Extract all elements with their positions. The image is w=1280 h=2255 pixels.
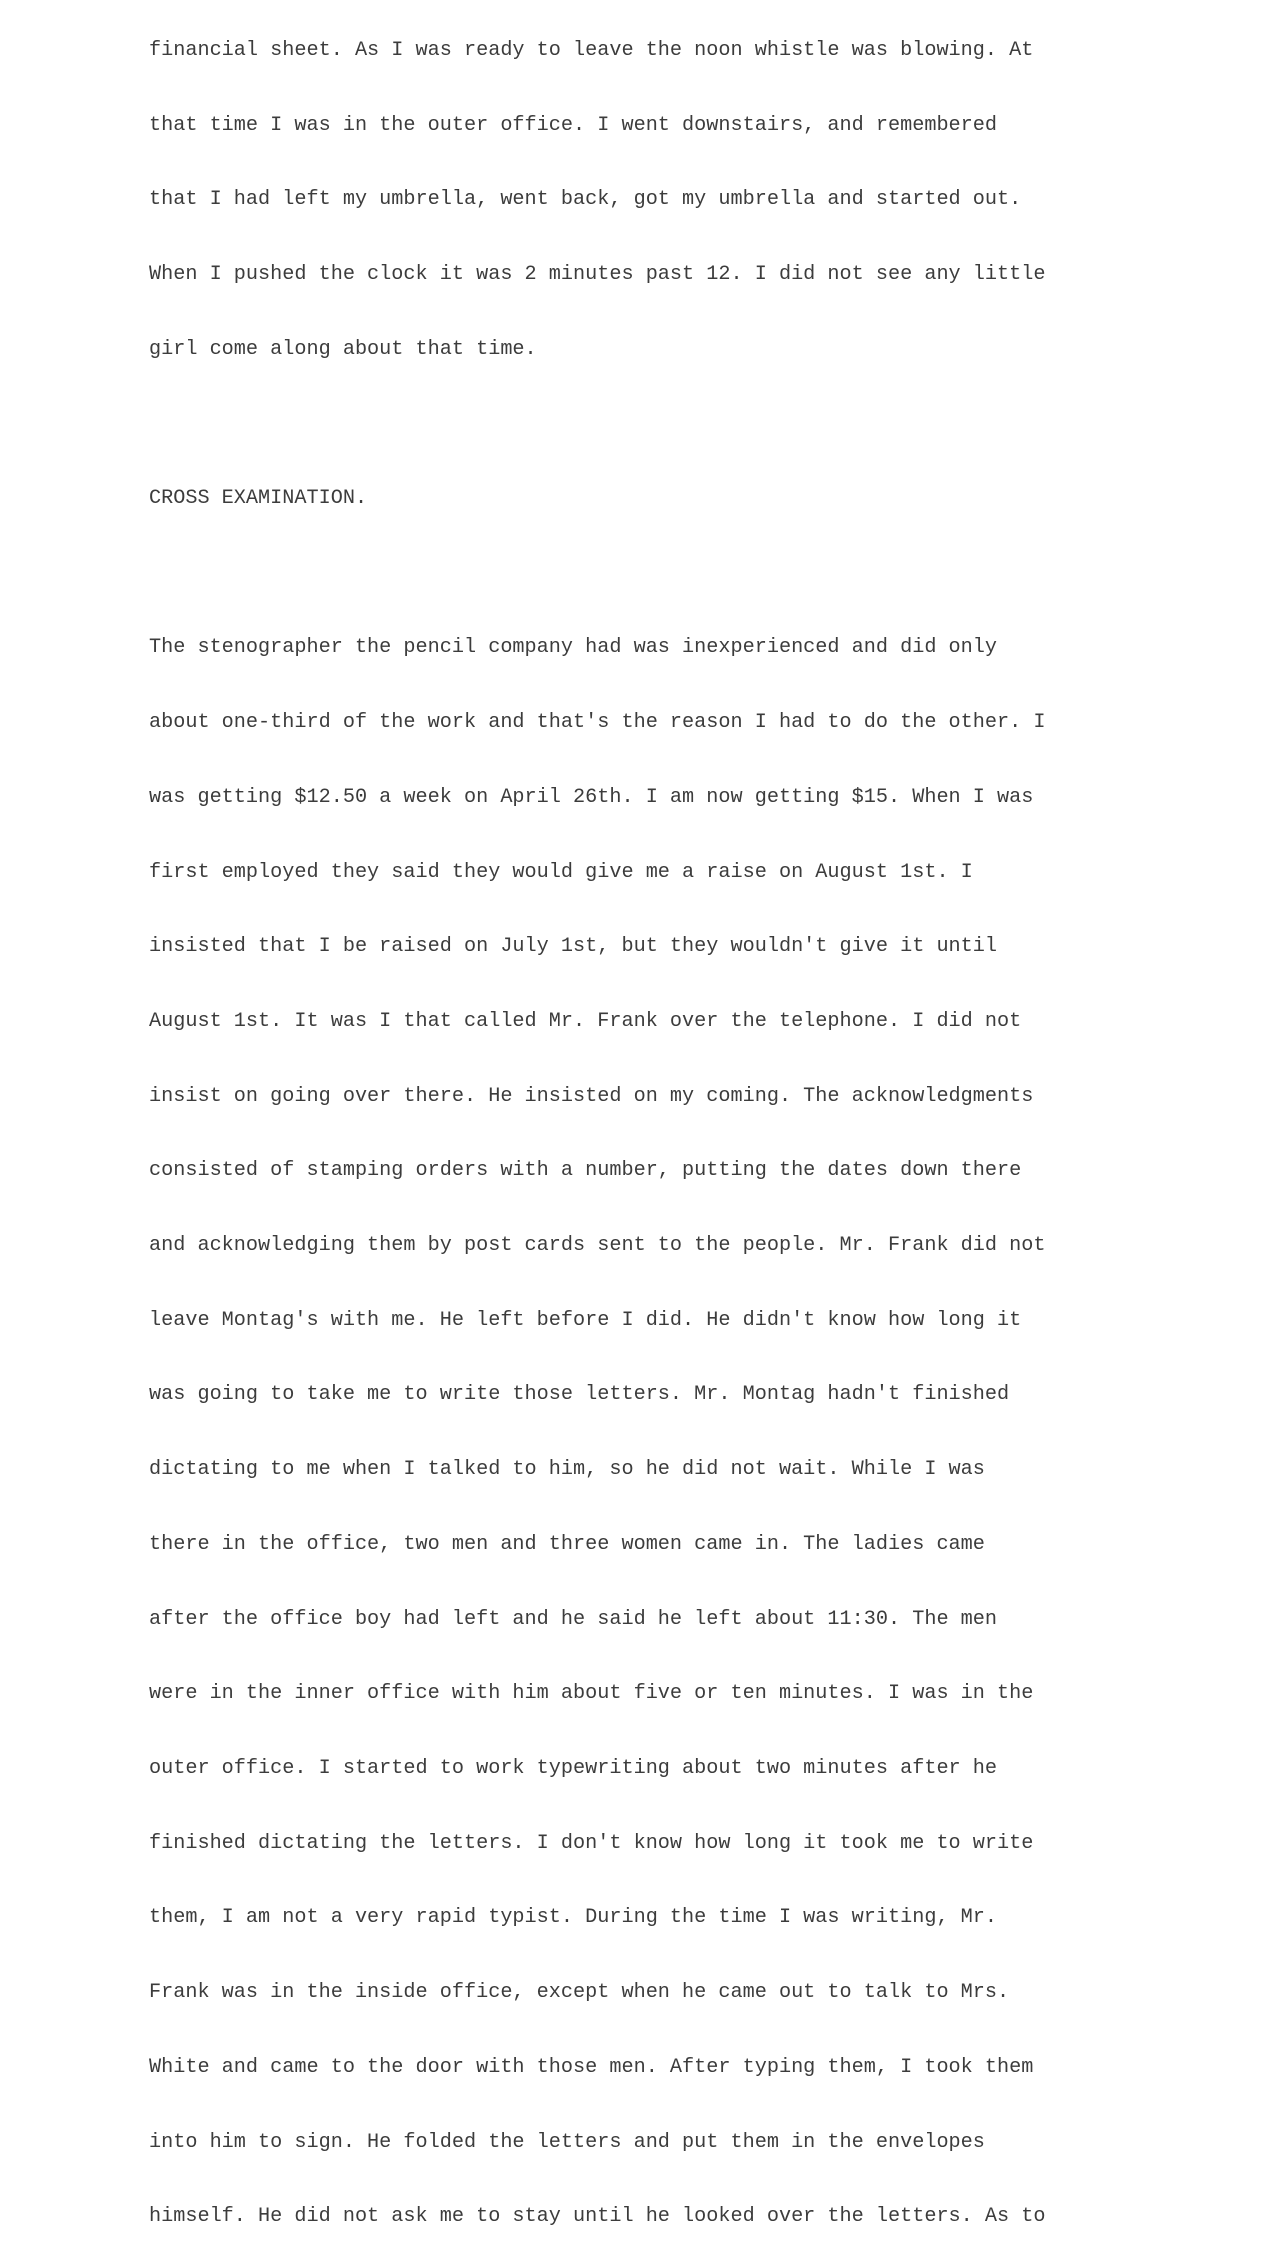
text-line: was getting $12.50 a week on April 26th. I am now getting $15. When I was — [149, 785, 1034, 809]
document-text — [149, 0, 1045, 2255]
text-line: White and came to the door with those men. After typing them, I took them — [149, 2055, 1034, 2079]
text-line: were in the inner office with him about five or ten minutes. I was in the — [149, 1682, 1034, 1706]
text-line: that I had left my umbrella, went back, got my umbrella and started out. — [149, 188, 1022, 212]
text-line: and acknowledging them by post cards sent to the people. Mr. Frank did not — [149, 1234, 1046, 1258]
text-line: leave Montag's with me. He left before I did. He didn't know how long it — [149, 1308, 1022, 1332]
text-line: financial sheet. As I was ready to leave the noon whistle was blowing. At — [149, 38, 1034, 62]
text-line: Frank was in the inside office, except when he came out to talk to Mrs. — [149, 1981, 1010, 2005]
text-line: first employed they said they would give me a raise on August 1st. I — [149, 860, 973, 884]
text-line: after the office boy had left and he said he left about 11:30. The men — [149, 1607, 998, 1631]
text-line: consisted of stamping orders with a number, putting the dates down there — [149, 1159, 1022, 1183]
paragraph-break — [149, 412, 1045, 437]
text-line: outer office. I started to work typewriting about two minutes after he — [149, 1756, 998, 1780]
text-line: into him to sign. He folded the letters and put them in the envelopes — [149, 2130, 985, 2154]
text-line: them, I am not a very rapid typist. During the time I was writing, Mr. — [149, 1906, 998, 1930]
text-line: When I pushed the clock it was 2 minutes past 12. I did not see any little — [149, 262, 1046, 286]
text-line: that time I was in the outer office. I went downstairs, and remembered — [149, 113, 998, 137]
text-line: there in the office, two men and three women came in. The ladies came — [149, 1532, 985, 1556]
text-line: dictating to me when I talked to him, so he did not wait. While I was — [149, 1458, 985, 1482]
text-line: insisted that I be raised on July 1st, but they wouldn't give it until — [149, 935, 998, 959]
text-line: The stenographer the pencil company had was inexperienced and did only — [149, 636, 998, 660]
text-line: about one-third of the work and that's the reason I had to do the other. I — [149, 711, 1046, 735]
text-line: himself. He did not ask me to stay until he looked over the letters. As to — [149, 2205, 1046, 2229]
text-line: finished dictating the letters. I don't know how long it took me to write — [149, 1831, 1034, 1855]
text-line: girl come along about that time. — [149, 337, 537, 361]
text-line: was going to take me to write those letters. Mr. Montag hadn't finished — [149, 1383, 1010, 1407]
text-line: August 1st. It was I that called Mr. Frank over the telephone. I did not — [149, 1009, 1022, 1033]
section-heading: CROSS EXAMINATION. — [149, 487, 368, 511]
text-line: insist on going over there. He insisted on my coming. The acknowledgments — [149, 1084, 1034, 1108]
paragraph-break — [149, 562, 1045, 587]
